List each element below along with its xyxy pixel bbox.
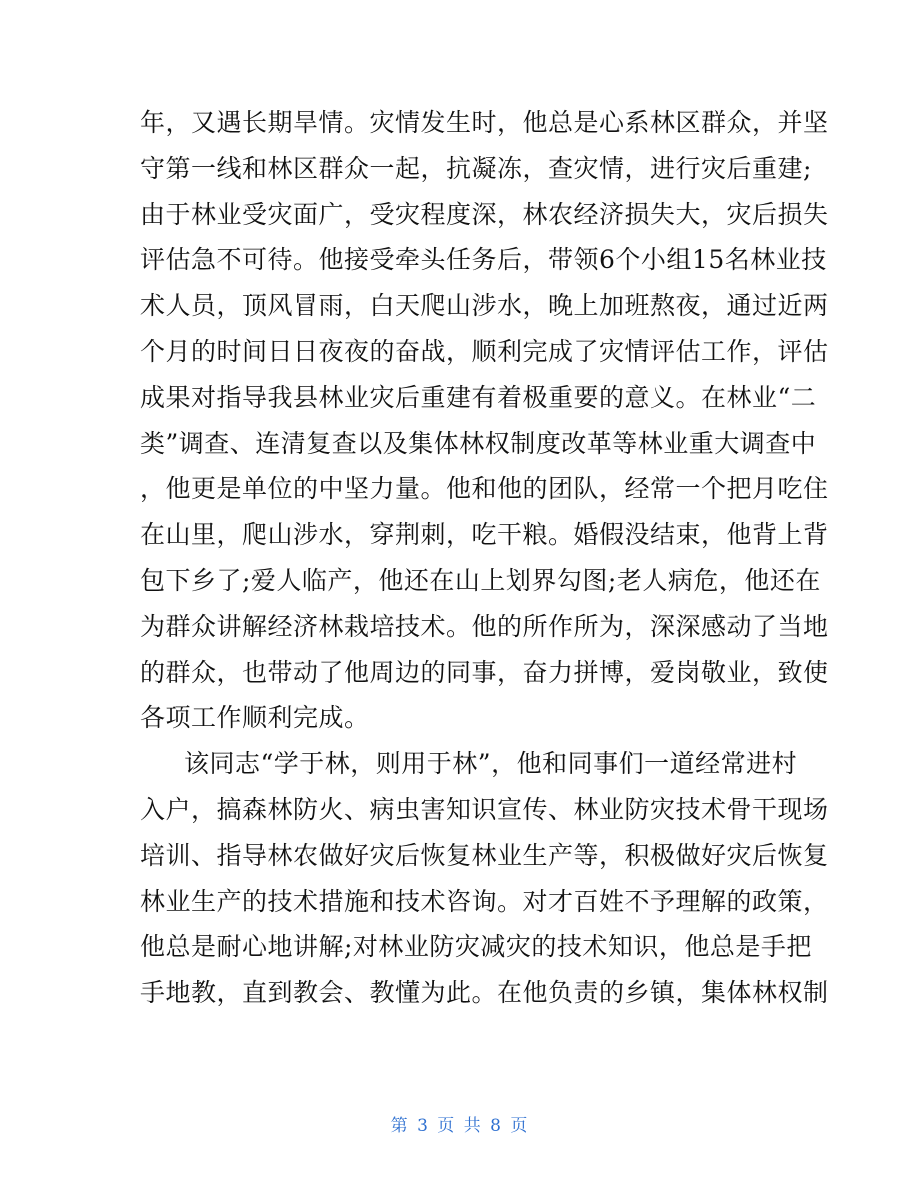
text-line: 该同志“学于林，则用于林”，他和同事们一道经常进村 [184,749,798,779]
text-line: 入户，搞森林防火、病虫害知识宣传、林业防灾技术骨干现场 [140,794,829,824]
paragraph-2 [140,741,829,1016]
text-line: ，他更是单位的中坚力量。他和他的团队，经常一个把月吃住 [140,474,829,504]
text-line: 年，又遇长期旱情。灾情发生时，他总是心系林区群众，并坚 [140,108,829,137]
text-line: 评估急不可待。他接受牵头任务后，带领6个小组15名林业技 [140,245,827,275]
text-line: 由于林业受灾面广，受灾程度深，林农经济损失大，灾后损失 [140,199,829,229]
paragraph-1 [140,100,829,741]
text-line: 成果对指导我县林业灾后重建有着极重要的意义。在林业“二 [140,382,817,412]
text-line: 守第一线和林区群众一起，抗凝冻，查灾情，进行灾后重建; [140,153,812,183]
text-line: 林业生产的技术措施和技术咨询。对才百姓不予理解的政策， [140,886,829,916]
text-line: 类”调查、连清复查以及集体林权制度改革等林业重大调查中 [140,428,817,458]
text-line: 的群众，也带动了他周边的同事，奋力拼博，爱岗敬业，致使 [140,657,829,687]
text-line: 个月的时间日日夜夜的奋战，顺利完成了灾情评估工作，评估 [140,336,829,366]
text-line: 他总是耐心地讲解;对林业防灾减灾的技术知识，他总是手把 [140,932,812,962]
page-number-footer: 第 3 页 共 8 页 [390,1116,530,1136]
text-line: 术人员，顶风冒雨，白天爬山涉水，晚上加班熬夜，通过近两 [140,291,829,321]
text-line: 为群众讲解经济林栽培技术。他的所作所为，深深感动了当地 [140,611,829,641]
text-line: 培训、指导林农做好灾后恢复林业生产等，积极做好灾后恢复 [140,840,829,870]
text-line: 手地教，直到教会、教懂为此。在他负责的乡镇，集体林权制 [140,978,829,1008]
text-line: 包下乡了;爱人临产，他还在山上划界勾图;老人病危，他还在 [140,565,821,595]
document-body [140,100,829,1016]
text-line: 在山里，爬山涉水，穿荆刺，吃干粮。婚假没结束，他背上背 [140,520,829,550]
text-line: 各项工作顺利完成。 [140,703,370,733]
